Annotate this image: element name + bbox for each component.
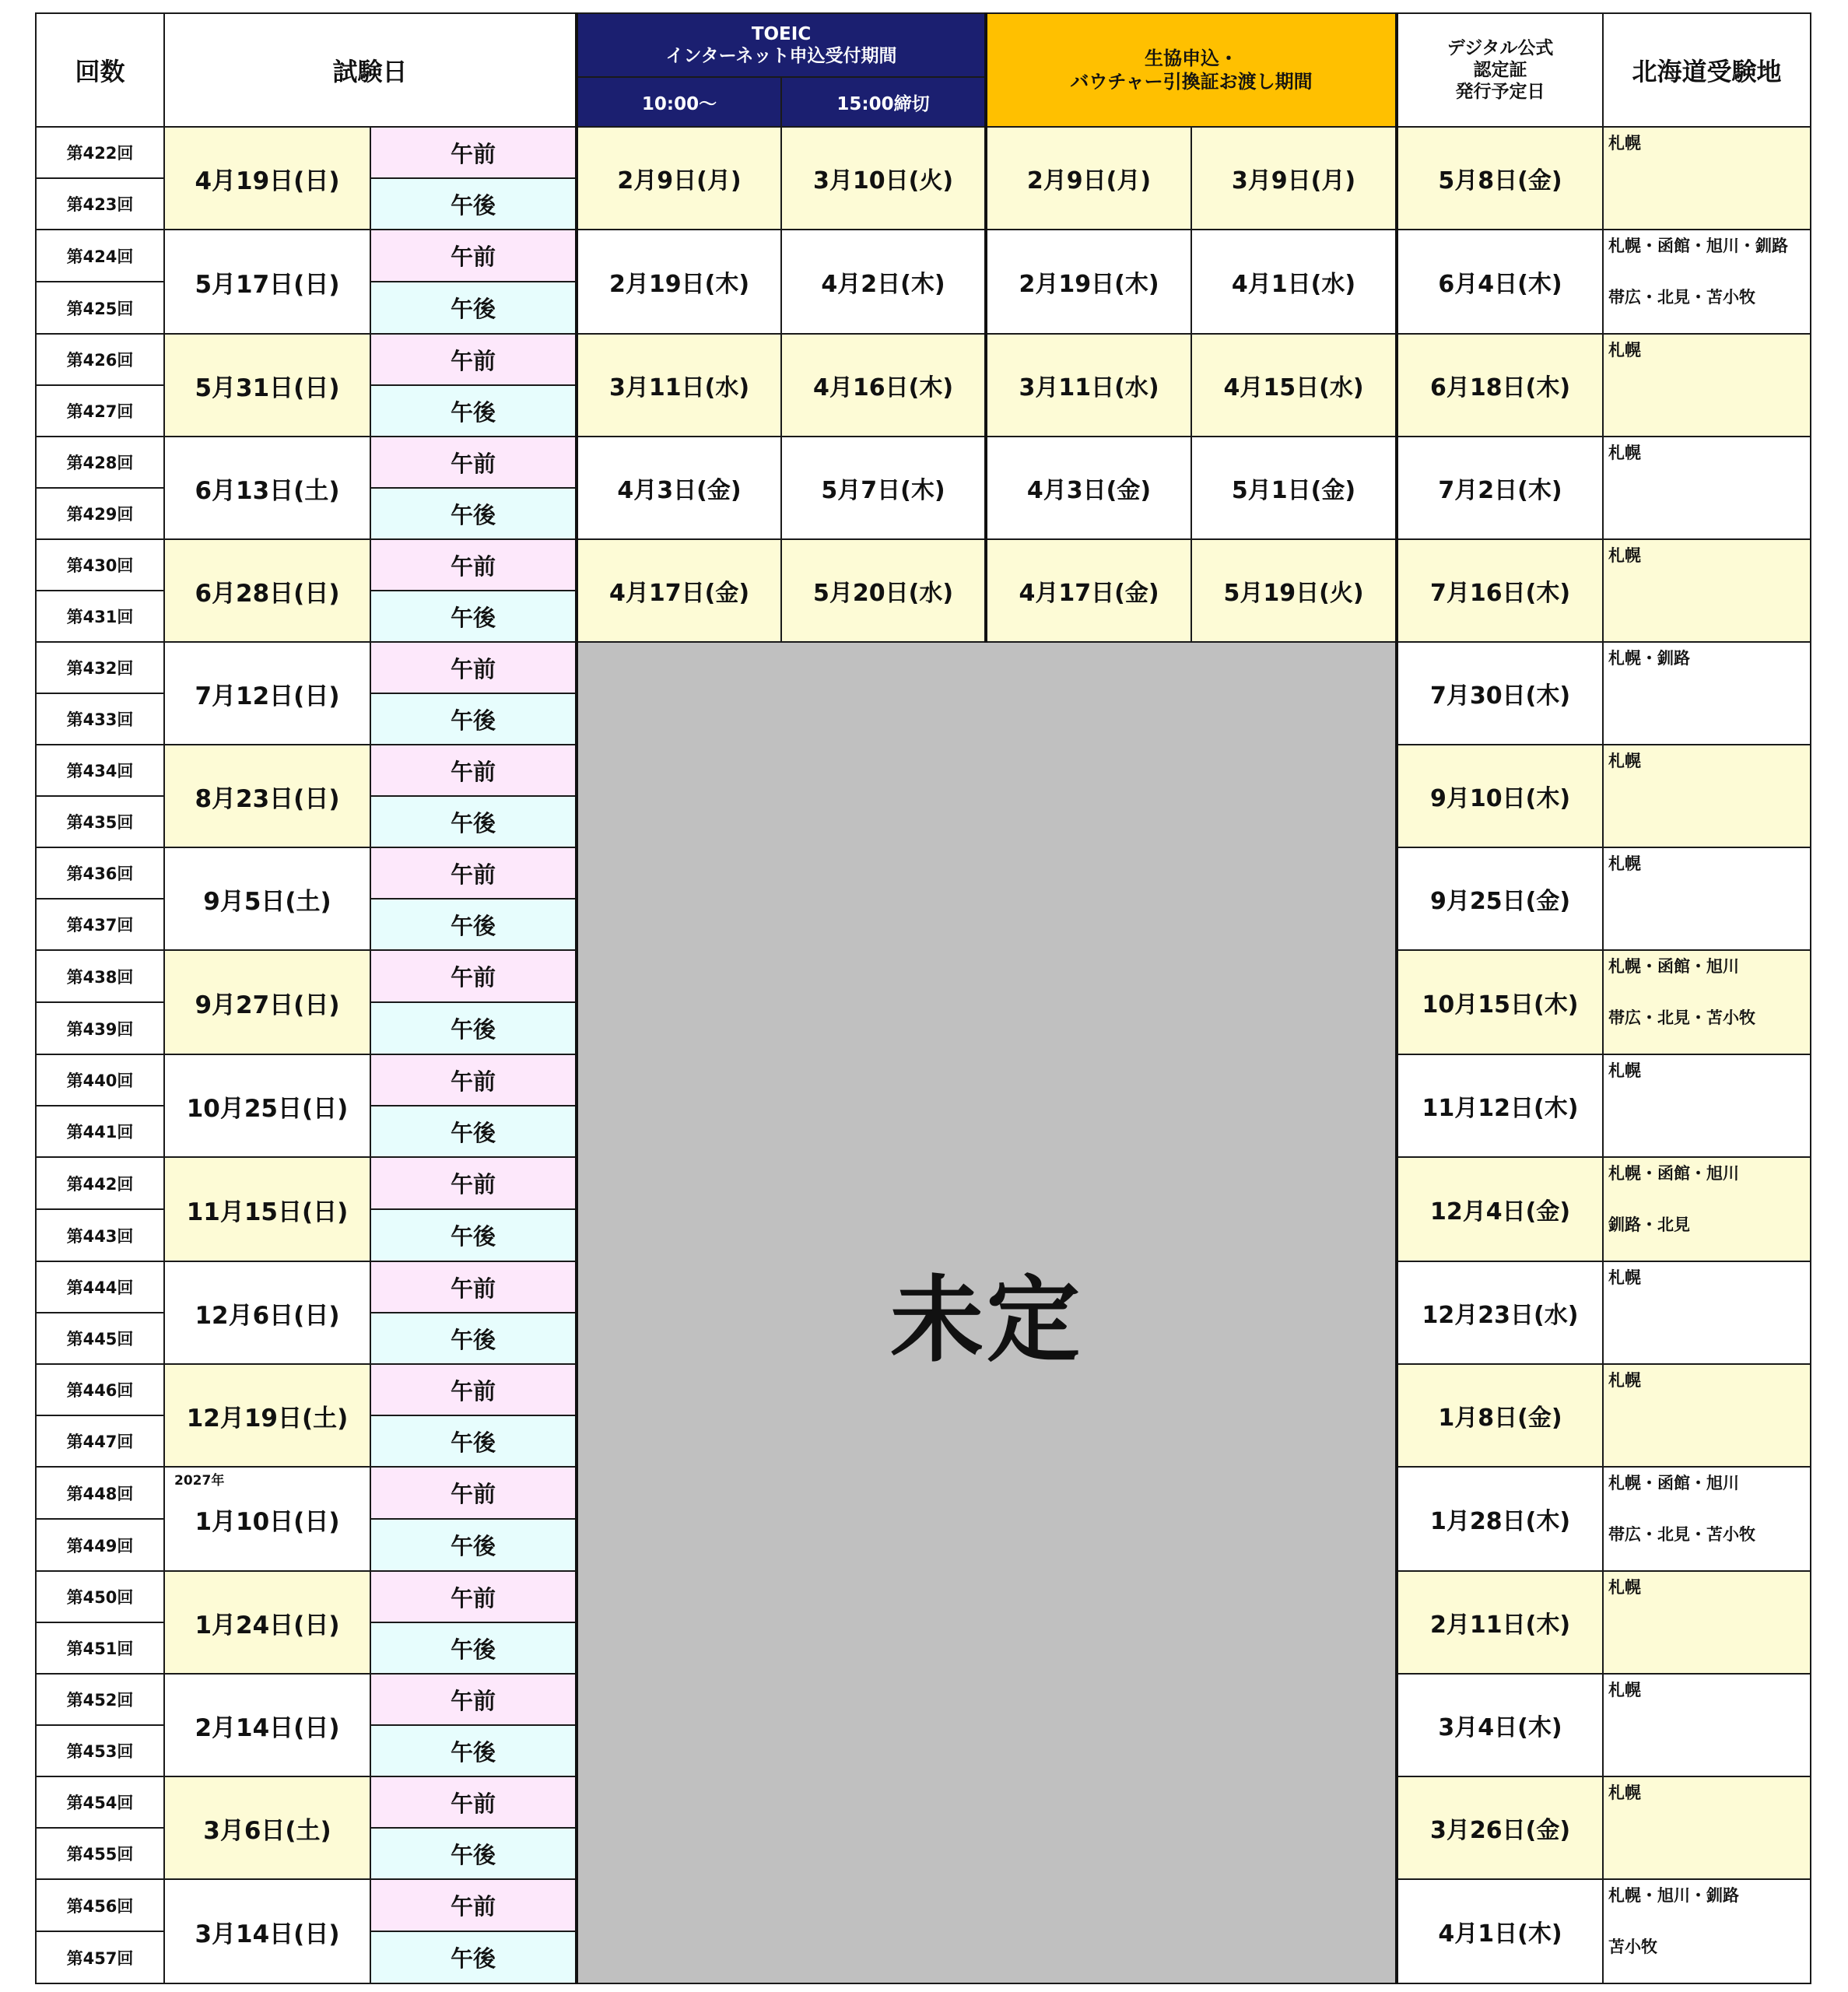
region-line: 札幌 (1608, 546, 1642, 565)
exam-date-text: 2月14日(日) (195, 1713, 340, 1742)
round-number: 第452回 (36, 1674, 164, 1725)
exam-date (164, 1467, 370, 1571)
exam-date-text: 1月24日(日) (195, 1611, 340, 1640)
exam-date (164, 127, 370, 230)
schedule-row (36, 230, 1811, 282)
region-cell (1603, 437, 1811, 539)
certificate-date: 7月16日(木) (1397, 539, 1603, 642)
certificate-date: 1月28日(木) (1397, 1467, 1603, 1571)
region-cell (1603, 1157, 1811, 1261)
session-pm: 午後 (370, 899, 577, 950)
session-am: 午前 (370, 1054, 577, 1106)
session-pm: 午後 (370, 1622, 577, 1674)
region-cell (1603, 230, 1811, 334)
session-am: 午前 (370, 539, 577, 591)
session-pm: 午後 (370, 693, 577, 745)
header-coop-period (986, 13, 1397, 127)
exam-date (164, 1571, 370, 1674)
exam-date-text: 12月6日(日) (195, 1301, 340, 1330)
round-number: 第446回 (36, 1364, 164, 1415)
session-am: 午前 (370, 847, 577, 899)
round-number: 第447回 (36, 1415, 164, 1467)
coop-end-date: 5月19日(火) (1191, 539, 1397, 642)
certificate-date: 3月4日(木) (1397, 1674, 1603, 1776)
session-am: 午前 (370, 1157, 577, 1209)
exam-date (164, 1054, 370, 1157)
region-line: 札幌・函館・旭川・釧路 (1608, 237, 1789, 255)
round-number: 第437回 (36, 899, 164, 950)
session-am: 午前 (370, 642, 577, 693)
session-am: 午前 (370, 1776, 577, 1828)
exam-date-text: 9月27日(日) (195, 991, 340, 1019)
session-pm: 午後 (370, 1002, 577, 1054)
region-line: 札幌・旭川・釧路 (1608, 1886, 1740, 1905)
exam-date-text: 10月25日(日) (186, 1094, 349, 1123)
session-am: 午前 (370, 230, 577, 282)
header-coop-line2: バウチャー引換証お渡し期間 (1070, 71, 1313, 93)
coop-start-date: 2月9日(月) (986, 127, 1191, 230)
header-exam-date: 試験日 (164, 13, 577, 127)
round-number: 第427回 (36, 385, 164, 437)
toeic-start-date: 2月9日(月) (577, 127, 781, 230)
round-number: 第443回 (36, 1209, 164, 1261)
session-pm: 午後 (370, 1209, 577, 1261)
exam-date (164, 230, 370, 334)
exam-date (164, 642, 370, 745)
round-number: 第450回 (36, 1571, 164, 1622)
coop-end-date: 4月1日(水) (1191, 230, 1397, 334)
certificate-date: 6月18日(木) (1397, 334, 1603, 437)
region-line: 札幌・函館・旭川 (1608, 1164, 1740, 1183)
round-number: 第426回 (36, 334, 164, 385)
session-am: 午前 (370, 1674, 577, 1725)
round-number: 第454回 (36, 1776, 164, 1828)
region-line: 札幌 (1608, 1268, 1642, 1287)
round-number: 第442回 (36, 1157, 164, 1209)
round-number: 第448回 (36, 1467, 164, 1519)
session-pm: 午後 (370, 591, 577, 642)
exam-date-text: 6月13日(土) (195, 476, 340, 505)
header-toeic-period (577, 13, 986, 77)
session-pm: 午後 (370, 796, 577, 847)
certificate-date: 6月4日(木) (1397, 230, 1603, 334)
exam-date-text: 6月28日(日) (195, 579, 340, 608)
exam-date-text: 8月23日(日) (195, 784, 340, 813)
certificate-date: 5月8日(金) (1397, 127, 1603, 230)
exam-date (164, 950, 370, 1054)
region-line: 札幌 (1608, 1783, 1642, 1802)
round-number: 第424回 (36, 230, 164, 282)
toeic-start-date: 3月11日(水) (577, 334, 781, 437)
round-number: 第440回 (36, 1054, 164, 1106)
toeic-end-date: 4月2日(木) (781, 230, 986, 334)
region-line: 札幌・釧路 (1608, 649, 1691, 668)
round-number: 第436回 (36, 847, 164, 899)
region-line: 札幌 (1608, 854, 1642, 873)
region-cell (1603, 1054, 1811, 1157)
coop-end-date: 4月15日(水) (1191, 334, 1397, 437)
header-toeic-line1: TOEIC (751, 24, 812, 44)
header-round: 回数 (36, 13, 164, 127)
round-number: 第444回 (36, 1261, 164, 1313)
region-cell (1603, 334, 1811, 437)
region-line: 札幌 (1608, 752, 1642, 770)
region-cell (1603, 1364, 1811, 1467)
session-am: 午前 (370, 1879, 577, 1931)
exam-date (164, 745, 370, 847)
session-pm: 午後 (370, 1313, 577, 1364)
exam-date (164, 1261, 370, 1364)
session-am: 午前 (370, 745, 577, 796)
region-line: 札幌 (1608, 1681, 1642, 1699)
region-line: 札幌・函館・旭川 (1608, 1474, 1740, 1492)
round-number: 第423回 (36, 178, 164, 230)
round-number: 第457回 (36, 1931, 164, 1983)
toeic-end-date: 3月10日(火) (781, 127, 986, 230)
coop-start-date: 3月11日(水) (986, 334, 1191, 437)
round-number: 第445回 (36, 1313, 164, 1364)
coop-end-date: 5月1日(金) (1191, 437, 1397, 539)
toeic-start-date: 4月17日(金) (577, 539, 781, 642)
exam-date-text: 4月19日(日) (195, 167, 340, 195)
region-line: 釧路・北見 (1608, 1215, 1691, 1234)
session-pm: 午後 (370, 1931, 577, 1983)
round-number: 第456回 (36, 1879, 164, 1931)
certificate-date: 1月8日(金) (1397, 1364, 1603, 1467)
header-coop-line1: 生協申込・ (1145, 47, 1239, 69)
round-number: 第455回 (36, 1828, 164, 1879)
undecided-block: 未定 (577, 642, 1397, 1983)
region-line: 札幌 (1608, 134, 1642, 153)
exam-date (164, 334, 370, 437)
round-number: 第425回 (36, 282, 164, 334)
region-cell (1603, 1879, 1811, 1983)
region-line: 帯広・北見・苫小牧 (1608, 288, 1756, 307)
header-cert-line1: デジタル公式 (1446, 38, 1554, 58)
exam-date (164, 539, 370, 642)
round-number: 第439回 (36, 1002, 164, 1054)
session-pm: 午後 (370, 1828, 577, 1879)
round-number: 第438回 (36, 950, 164, 1002)
region-cell (1603, 642, 1811, 745)
schedule-row (36, 334, 1811, 385)
session-am: 午前 (370, 127, 577, 178)
exam-date (164, 1879, 370, 1983)
region-line: 帯広・北見・苫小牧 (1608, 1008, 1756, 1027)
exam-date-text: 5月31日(日) (195, 374, 340, 402)
region-cell (1603, 1261, 1811, 1364)
region-line: 札幌 (1608, 1578, 1642, 1597)
certificate-date: 10月15日(木) (1397, 950, 1603, 1054)
coop-start-date: 4月17日(金) (986, 539, 1191, 642)
round-number: 第453回 (36, 1725, 164, 1776)
region-cell (1603, 1467, 1811, 1571)
round-number: 第432回 (36, 642, 164, 693)
coop-end-date: 3月9日(月) (1191, 127, 1397, 230)
region-cell (1603, 539, 1811, 642)
exam-date-text: 9月5日(土) (203, 887, 331, 916)
round-number: 第433回 (36, 693, 164, 745)
certificate-date: 7月2日(木) (1397, 437, 1603, 539)
toeic-end-date: 4月16日(木) (781, 334, 986, 437)
region-cell (1603, 127, 1811, 230)
exam-date (164, 1364, 370, 1467)
session-pm: 午後 (370, 282, 577, 334)
region-line: 苫小牧 (1608, 1938, 1658, 1956)
round-number: 第430回 (36, 539, 164, 591)
certificate-date: 9月10日(木) (1397, 745, 1603, 847)
region-cell (1603, 745, 1811, 847)
schedule-row (36, 539, 1811, 591)
session-pm: 午後 (370, 488, 577, 539)
exam-date-text: 7月12日(日) (195, 682, 340, 710)
exam-date-text: 3月14日(日) (195, 1920, 340, 1948)
region-line: 札幌 (1608, 341, 1642, 359)
exam-date-text: 5月17日(日) (195, 270, 340, 299)
certificate-date: 12月23日(水) (1397, 1261, 1603, 1364)
session-am: 午前 (370, 1261, 577, 1313)
certificate-date: 12月4日(金) (1397, 1157, 1603, 1261)
header-cert-line3: 発行予定日 (1455, 82, 1545, 102)
region-line: 札幌 (1608, 1371, 1642, 1390)
toeic-end-date: 5月20日(水) (781, 539, 986, 642)
header-region: 北海道受験地 (1603, 13, 1811, 127)
session-pm: 午後 (370, 1415, 577, 1467)
header-toeic-line2: インターネット申込受付期間 (665, 46, 897, 66)
header-certificate-date (1397, 13, 1603, 127)
session-pm: 午後 (370, 385, 577, 437)
region-cell (1603, 950, 1811, 1054)
region-cell (1603, 1571, 1811, 1674)
region-line: 帯広・北見・苫小牧 (1608, 1525, 1756, 1544)
round-number: 第435回 (36, 796, 164, 847)
toeic-end-date: 5月7日(木) (781, 437, 986, 539)
round-number: 第434回 (36, 745, 164, 796)
toeic-start-date: 2月19日(木) (577, 230, 781, 334)
session-am: 午前 (370, 334, 577, 385)
certificate-date: 9月25日(金) (1397, 847, 1603, 950)
certificate-date: 7月30日(木) (1397, 642, 1603, 745)
round-number: 第422回 (36, 127, 164, 178)
session-am: 午前 (370, 1467, 577, 1519)
round-number: 第429回 (36, 488, 164, 539)
year-note: 2027年 (174, 1473, 225, 1489)
certificate-date: 2月11日(木) (1397, 1571, 1603, 1674)
region-line: 札幌 (1608, 1061, 1642, 1080)
exam-date (164, 1157, 370, 1261)
round-number: 第431回 (36, 591, 164, 642)
schedule-row (36, 127, 1811, 178)
region-cell (1603, 1674, 1811, 1776)
exam-date (164, 437, 370, 539)
session-pm: 午後 (370, 1519, 577, 1571)
header-toeic-start: 10:00～ (577, 77, 781, 127)
exam-date-text: 11月15日(日) (186, 1198, 349, 1226)
schedule-row (36, 642, 1811, 693)
certificate-date: 3月26日(金) (1397, 1776, 1603, 1879)
certificate-date: 11月12日(木) (1397, 1054, 1603, 1157)
exam-date (164, 847, 370, 950)
session-pm: 午後 (370, 1725, 577, 1776)
header-cert-line2: 認定証 (1473, 60, 1527, 80)
session-am: 午前 (370, 437, 577, 488)
region-cell (1603, 1776, 1811, 1879)
round-number: 第441回 (36, 1106, 164, 1157)
certificate-date: 4月1日(木) (1397, 1879, 1603, 1983)
exam-date-text: 3月6日(土) (203, 1816, 331, 1845)
region-line: 札幌・函館・旭川 (1608, 957, 1740, 976)
toeic-start-date: 4月3日(金) (577, 437, 781, 539)
exam-schedule-table (35, 12, 1811, 1984)
round-number: 第451回 (36, 1622, 164, 1674)
region-cell (1603, 847, 1811, 950)
round-number: 第449回 (36, 1519, 164, 1571)
exam-date (164, 1776, 370, 1879)
session-am: 午前 (370, 950, 577, 1002)
round-number: 第428回 (36, 437, 164, 488)
session-am: 午前 (370, 1364, 577, 1415)
exam-date-text: 1月10日(日) (195, 1507, 340, 1536)
coop-start-date: 2月19日(木) (986, 230, 1191, 334)
exam-date-text: 12月19日(土) (186, 1404, 349, 1433)
session-pm: 午後 (370, 1106, 577, 1157)
region-line: 札幌 (1608, 444, 1642, 462)
coop-start-date: 4月3日(金) (986, 437, 1191, 539)
session-am: 午前 (370, 1571, 577, 1622)
header-toeic-end: 15:00締切 (781, 77, 986, 127)
schedule-row (36, 437, 1811, 488)
exam-date (164, 1674, 370, 1776)
session-pm: 午後 (370, 178, 577, 230)
